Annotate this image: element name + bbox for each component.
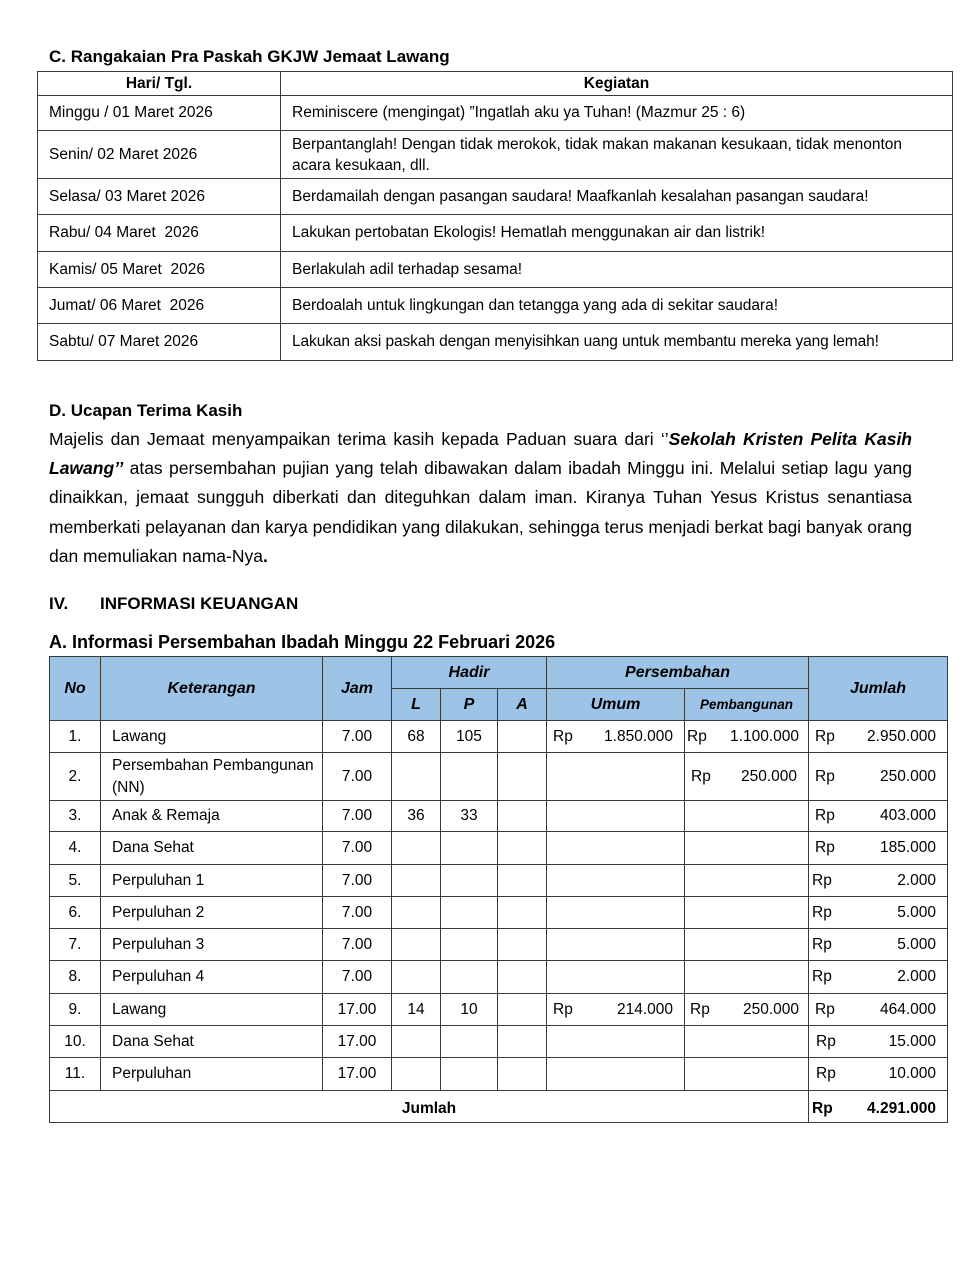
cell-l: 68 [392,721,441,753]
header-date: Hari/ Tgl. [38,72,281,96]
amount: 2.950.000 [867,727,936,745]
currency-label: Rp [553,727,573,745]
amount: 250.000 [740,767,797,785]
cell-keterangan: Perpuluhan 2 [101,897,323,929]
cell-keterangan: Perpuluhan 1 [101,865,323,897]
cell-a [498,961,547,994]
row-activity: Berpantanglah! Dengan tidak merokok, tidak makan makanan kesukaan, tidak menonton acara kesukaan, dll. [281,131,953,179]
cell-umum [547,1026,685,1058]
cell-keterangan: Anak & Remaja [101,801,323,832]
currency-label: Rp [815,839,835,856]
row-date: Sabtu/ 07 Maret 2026 [38,324,281,361]
cell-pembangunan [685,897,809,929]
header-persembahan: Persembahan [547,657,809,689]
row-date: Minggu / 01 Maret 2026 [38,96,281,131]
finance-table [49,656,948,1123]
cell-p [441,832,498,865]
currency-label: Rp [553,1000,573,1018]
cell-pembangunan [685,865,809,897]
cell-l [392,865,441,897]
table-row [50,753,948,801]
cell-jam: 17.00 [323,1026,392,1058]
cell-l [392,929,441,961]
cell-no: 5. [50,865,101,897]
table-row [50,994,948,1026]
cell-umum [547,753,685,801]
header-no: No [50,657,101,721]
cell-p: 105 [441,721,498,753]
table-row [50,721,948,753]
cell-a [498,1026,547,1058]
cell-keterangan: Perpuluhan 4 [101,961,323,994]
cell-pembangunan [685,832,809,865]
amount: 15.000 [888,1032,936,1050]
cell-keterangan: Perpuluhan 3 [101,929,323,961]
currency-label: Rp [812,968,832,985]
header-umum: Umum [547,689,685,721]
cell-no: 2. [50,753,101,801]
cell-p [441,753,498,801]
table-row [50,897,948,929]
amount: 1.850.000 [604,727,673,745]
cell-jam: 7.00 [323,961,392,994]
section-c-title: C. Rangakaian Pra Paskah GKJW Jemaat Lawang [49,47,450,66]
row-activity: Berdoalah untuk lingkungan dan tetangga yang ada di sekitar saudara! [281,288,953,324]
header-p: P [441,689,498,721]
amount: 2.000 [897,871,936,889]
cell-umum [547,721,685,753]
cell-umum [547,994,685,1026]
cell-no: 10. [50,1026,101,1058]
cell-umum [547,832,685,865]
cell-a [498,1058,547,1091]
cell-pembangunan [685,1058,809,1091]
amount: 5.000 [897,935,936,953]
table-row [38,288,953,324]
table-row [38,96,953,131]
table-row [50,801,948,832]
row-date: Rabu/ 04 Maret 2026 [38,215,281,252]
cell-pembangunan [685,961,809,994]
cell-no: 4. [50,832,101,865]
cell-keterangan: Dana Sehat [101,832,323,865]
cell-l [392,897,441,929]
cell-l: 36 [392,801,441,832]
amount: 250.000 [742,1000,799,1018]
cell-jam: 7.00 [323,865,392,897]
paragraph-text-before: Majelis dan Jemaat menyampaikan terima kasih kepada Paduan suara dari ‘’ [49,429,669,449]
cell-jam: 17.00 [323,994,392,1026]
table-row [38,215,953,252]
cell-l: 14 [392,994,441,1026]
cell-pembangunan [685,994,809,1026]
cell-a [498,753,547,801]
cell-umum [547,801,685,832]
cell-p [441,865,498,897]
cell-no: 1. [50,721,101,753]
cell-umum [547,1058,685,1091]
cell-umum [547,897,685,929]
header-jumlah: Jumlah [809,657,948,721]
header-a: A [498,689,547,721]
table-row [50,961,948,994]
currency-label: Rp [691,767,711,785]
cell-umum [547,865,685,897]
cell-p [441,929,498,961]
total-label: Jumlah [50,1091,809,1123]
cell-l [392,961,441,994]
amount: 10.000 [888,1065,936,1082]
cell-jam: 7.00 [323,929,392,961]
cell-jumlah [809,961,948,994]
finance-title: A. Informasi Persembahan Ibadah Minggu 22 Februari 2026 [49,632,556,652]
cell-pembangunan [685,929,809,961]
cell-l [392,1058,441,1091]
cell-umum [547,961,685,994]
cell-jumlah [809,1026,948,1058]
cell-p [441,1058,498,1091]
currency-label: Rp [687,727,707,745]
section-iv-number: IV. [49,594,69,613]
cell-p [441,1026,498,1058]
cell-jam: 7.00 [323,897,392,929]
cell-pembangunan [685,801,809,832]
amount: 403.000 [879,807,936,824]
cell-a [498,801,547,832]
cell-p [441,961,498,994]
table-row [38,252,953,288]
header-hadir: Hadir [392,657,547,689]
row-date: Kamis/ 05 Maret 2026 [38,252,281,288]
table-header-row [38,72,953,96]
cell-no: 7. [50,929,101,961]
row-activity: Reminiscere (mengingat) ”Ingatlah aku ya Tuhan! (Mazmur 25 : 6) [281,96,953,131]
currency-label: Rp [812,935,832,953]
cell-jumlah [809,721,948,753]
currency-label: Rp [815,807,835,824]
amount: 185.000 [879,839,936,856]
cell-jumlah [809,897,948,929]
cell-jam: 7.00 [323,721,392,753]
cell-jam: 7.00 [323,753,392,801]
cell-no: 6. [50,897,101,929]
cell-jumlah [809,994,948,1026]
table-row [50,832,948,865]
cell-no: 8. [50,961,101,994]
section-d-title: D. Ucapan Terima Kasih [49,401,243,420]
cell-l [392,753,441,801]
cell-jumlah [809,832,948,865]
cell-keterangan: Persembahan Pembangunan (NN) [101,753,323,801]
header-jam: Jam [323,657,392,721]
table-header-row [50,657,948,689]
cell-a [498,832,547,865]
cell-p [441,897,498,929]
amount: 464.000 [879,1000,936,1018]
pra-paskah-table [37,71,953,361]
table-row [50,865,948,897]
cell-jumlah [809,865,948,897]
cell-jumlah [809,1058,948,1091]
table-row [38,179,953,215]
cell-keterangan: Lawang [101,721,323,753]
row-activity: Berlakulah adil terhadap sesama! [281,252,953,288]
choir-name: Sekolah Kristen Pelita Kasih Lawang’’ [49,429,912,479]
table-row [38,131,953,179]
section-iv-title: INFORMASI KEUANGAN [100,594,299,613]
cell-keterangan: Perpuluhan [101,1058,323,1091]
thank-you-paragraph [49,425,912,571]
cell-jumlah [809,753,948,801]
table-row [50,1026,948,1058]
table-row [38,324,953,361]
cell-l [392,1026,441,1058]
amount: 250.000 [879,767,936,785]
currency-label: Rp [815,767,835,785]
amount: 214.000 [616,1000,673,1018]
currency-label: Rp [812,903,832,921]
cell-keterangan: Lawang [101,994,323,1026]
cell-keterangan: Dana Sehat [101,1026,323,1058]
currency-label: Rp [815,727,835,745]
cell-pembangunan [685,721,809,753]
cell-a [498,929,547,961]
amount: 1.100.000 [730,727,799,745]
row-activity: Berdamailah dengan pasangan saudara! Maafkanlah kesalahan pasangan saudara! [281,179,953,215]
total-row [50,1091,948,1123]
total-amount: 4.291.000 [867,1100,936,1117]
cell-l [392,832,441,865]
cell-a [498,865,547,897]
currency-label: Rp [690,1000,710,1018]
row-date: Jumat/ 06 Maret 2026 [38,288,281,324]
table-row [50,929,948,961]
header-pembangunan: Pembangunan [685,689,809,721]
amount: 5.000 [897,903,936,921]
currency-label: Rp [816,1032,836,1050]
cell-jumlah [809,929,948,961]
cell-jam: 7.00 [323,832,392,865]
cell-no: 9. [50,994,101,1026]
total-value-cell [809,1091,948,1123]
row-date: Selasa/ 03 Maret 2026 [38,179,281,215]
cell-a [498,897,547,929]
currency-label: Rp [812,871,832,889]
cell-umum [547,929,685,961]
cell-no: 11. [50,1058,101,1091]
cell-jam: 17.00 [323,1058,392,1091]
currency-label: Rp [812,1100,833,1117]
table-row [50,1058,948,1091]
paragraph-text-after: atas persembahan pujian yang telah dibawakan dalam ibadah Minggu ini. Melalui setiap lagu yang dinaikkan, jemaat sungguh diberkati dan diteguhkan dalam iman. Kiranya Tuhan Yesus Kristus senantiasa memberkati pelayanan dan karya pendidikan yang dilakukan, sehingga terus menjadi berkat bagi banyak orang dan memuliakan nama-Nya [49,458,912,566]
row-date: Senin/ 02 Maret 2026 [38,131,281,179]
cell-jumlah [809,801,948,832]
currency-label: Rp [816,1065,836,1082]
row-activity: Lakukan aksi paskah dengan menyisihkan uang untuk membantu mereka yang lemah! [281,324,953,361]
header-l: L [392,689,441,721]
cell-p: 10 [441,994,498,1026]
cell-pembangunan [685,1026,809,1058]
cell-a [498,721,547,753]
paragraph-period: . [263,545,268,566]
header-activity: Kegiatan [281,72,953,96]
row-activity: Lakukan pertobatan Ekologis! Hematlah menggunakan air dan listrik! [281,215,953,252]
cell-p: 33 [441,801,498,832]
amount: 2.000 [897,968,936,985]
cell-pembangunan [685,753,809,801]
currency-label: Rp [815,1000,835,1018]
cell-no: 3. [50,801,101,832]
cell-jam: 7.00 [323,801,392,832]
cell-a [498,994,547,1026]
header-keterangan: Keterangan [101,657,323,721]
